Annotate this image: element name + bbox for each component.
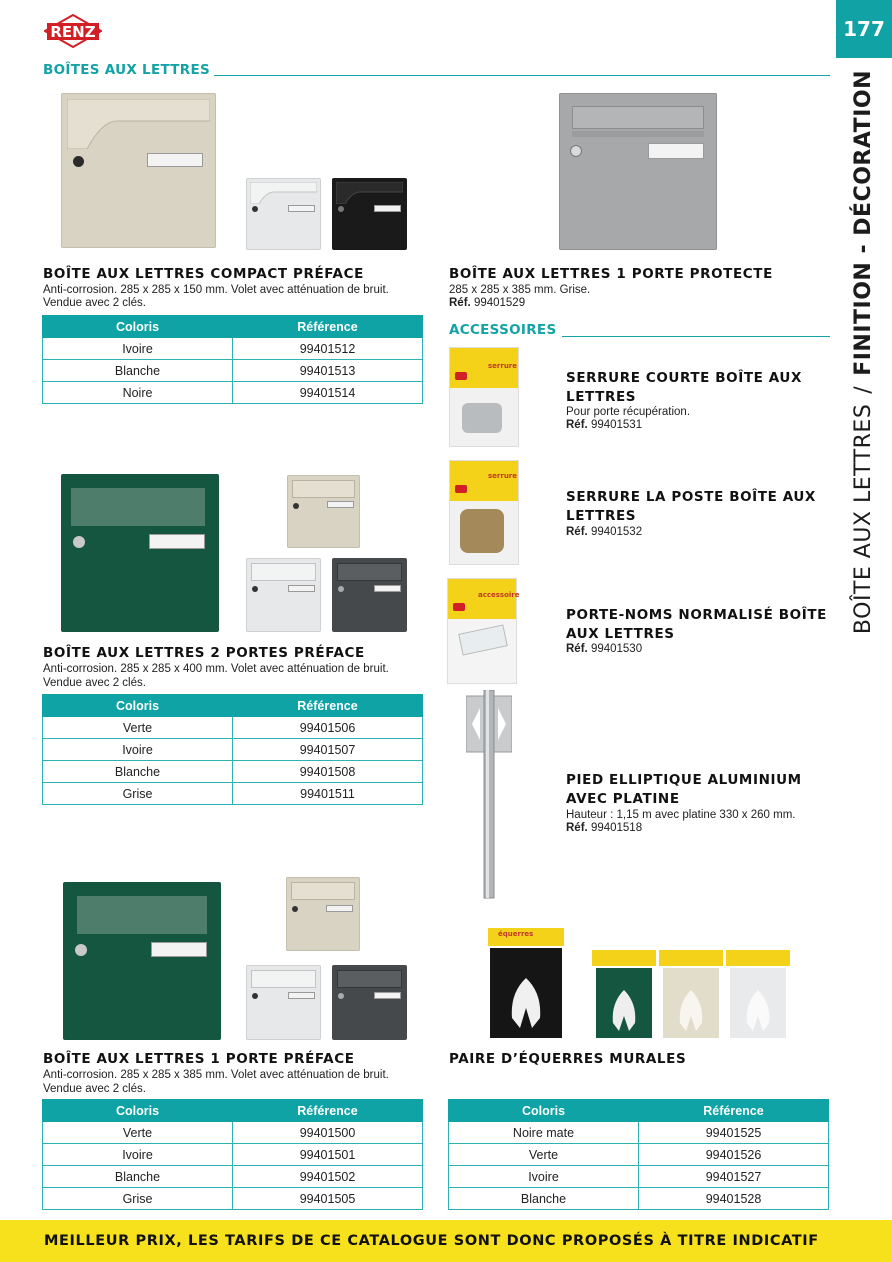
cell-color: Verte (449, 1144, 639, 1166)
mailbox-2doors-white-image (246, 558, 321, 632)
brackets-ivory-image (659, 950, 723, 1040)
cell-color: Ivoire (43, 1144, 233, 1166)
accessory-title-line: AUX LETTRES (566, 626, 675, 642)
accessory-ref-lock-short (566, 419, 642, 432)
mailbox-1door-white-image (246, 965, 321, 1040)
cell-reference: 99401508 (233, 761, 423, 783)
mailbox-1door-green-image (63, 882, 221, 1040)
table-row (43, 739, 423, 761)
product-desc-1door-1: Anti-corrosion. 285 x 285 x 385 mm. Volet avec atténuation de bruit. (43, 1069, 389, 1081)
table-row (449, 1188, 829, 1210)
page-number: 177 (836, 0, 892, 58)
product-ref-protecte (449, 297, 525, 310)
cell-reference: 99401526 (639, 1144, 829, 1166)
table-header-color: Coloris (43, 316, 233, 338)
cell-color: Ivoire (449, 1166, 639, 1188)
accessory-desc-lock-short: Pour porte récupération. (566, 406, 691, 418)
table-1door (42, 1099, 423, 1210)
cell-color: Ivoire (43, 338, 233, 360)
table-row (43, 783, 423, 805)
cell-color: Ivoire (43, 739, 233, 761)
cell-reference: 99401501 (233, 1144, 423, 1166)
cell-reference: 99401527 (639, 1166, 829, 1188)
cell-reference: 99401514 (233, 382, 423, 404)
accessory-title-lock-short (566, 369, 802, 407)
footer-banner: MEILLEUR PRIX, LES TARIFS DE CE CATALOGUE SONT DONC PROPOSÉS À TITRE INDICATIF (0, 1220, 892, 1262)
ref-value: 99401532 (590, 526, 643, 538)
cell-reference: 99401525 (639, 1122, 829, 1144)
nameplate-package-image (447, 578, 520, 684)
cell-reference: 99401502 (233, 1166, 423, 1188)
cell-reference: 99401528 (639, 1188, 829, 1210)
accessory-title-line: LETTRES (566, 508, 637, 524)
mailbox-2doors-ivory-image (287, 475, 360, 548)
accessory-title-line: AVEC PLATINE (566, 791, 680, 807)
table-row (43, 338, 423, 360)
table-row (43, 1122, 423, 1144)
mailbox-compact-white-image (246, 178, 321, 250)
table-header-reference: Référence (233, 316, 423, 338)
product-title-1door: BOÎTE AUX LETTRES 1 PORTE PRÉFACE (43, 1051, 355, 1067)
accessory-ref-stand (566, 822, 642, 835)
table-2doors (42, 694, 423, 805)
table-header-color: Coloris (43, 1100, 233, 1122)
cell-reference: 99401506 (233, 717, 423, 739)
renz-logo (44, 14, 102, 48)
ref-label: Réf. (566, 419, 588, 431)
table-row (43, 360, 423, 382)
mailbox-protecte-grey-image (559, 93, 717, 250)
accessory-title-line: PORTE-NOMS NORMALISÉ BOÎTE (566, 607, 827, 623)
cell-reference: 99401513 (233, 360, 423, 382)
cell-color: Blanche (43, 1166, 233, 1188)
table-row (449, 1122, 829, 1144)
table-row (43, 761, 423, 783)
lock-poste-package-image (449, 460, 519, 565)
cell-color: Blanche (449, 1188, 639, 1210)
table-row (43, 1144, 423, 1166)
ref-value: 99401518 (590, 822, 643, 834)
product-desc-protecte: 285 x 285 x 385 mm. Grise. (449, 284, 591, 296)
product-desc-compact-2: Vendue avec 2 clés. (43, 297, 146, 309)
mailbox-1door-ivory-image (286, 877, 360, 951)
section-title-mailboxes: BOÎTES AUX LETTRES (43, 62, 211, 78)
table-header-reference: Référence (233, 1100, 423, 1122)
cell-color: Grise (43, 1188, 233, 1210)
package-label-serrure: serrure (488, 362, 518, 370)
package-label-equerres: équerres (488, 928, 564, 946)
logo-text: RENZ (50, 23, 96, 41)
brackets-black-image (486, 928, 566, 1040)
ref-value: 99401531 (590, 419, 643, 431)
product-desc-2doors-2: Vendue avec 2 clés. (43, 677, 146, 689)
mailbox-1door-grey-image (332, 965, 407, 1040)
table-row (449, 1166, 829, 1188)
cell-color: Verte (43, 1122, 233, 1144)
ref-label: Réf. (566, 822, 588, 834)
ref-label: Réf. (566, 526, 588, 538)
accessory-title-stand (566, 771, 802, 809)
cell-color: Verte (43, 717, 233, 739)
accessory-title-nameplate (566, 606, 827, 644)
mailbox-compact-ivory-image (61, 93, 216, 248)
cell-color: Noire mate (449, 1122, 639, 1144)
ref-label: Réf. (449, 297, 471, 309)
accessory-desc-stand: Hauteur : 1,15 m avec platine 330 x 260 mm. (566, 809, 796, 821)
table-header-reference: Référence (233, 695, 423, 717)
table-row (43, 1188, 423, 1210)
table-header-color: Coloris (43, 695, 233, 717)
accessory-title-line: LETTRES (566, 389, 637, 405)
accessory-title-line: PIED ELLIPTIQUE ALUMINIUM (566, 772, 802, 788)
ref-label: Réf. (566, 643, 588, 655)
mailbox-2doors-grey-image (332, 558, 407, 632)
cell-reference: 99401512 (233, 338, 423, 360)
table-compact (42, 315, 423, 404)
product-desc-2doors-1: Anti-corrosion. 285 x 285 x 400 mm. Volet avec atténuation de bruit. (43, 663, 389, 675)
ref-value: 99401530 (590, 643, 643, 655)
package-label-accessoire: accessoire (478, 591, 520, 599)
table-header-color: Coloris (449, 1100, 639, 1122)
package-label-serrure: serrure (488, 472, 518, 480)
accessory-ref-lock-poste (566, 526, 642, 539)
brackets-white-image (726, 950, 790, 1040)
product-title-2doors: BOÎTE AUX LETTRES 2 PORTES PRÉFACE (43, 645, 365, 661)
product-title-compact: BOÎTE AUX LETTRES COMPACT PRÉFACE (43, 266, 364, 282)
cell-reference: 99401500 (233, 1122, 423, 1144)
vertical-title-section: FINITION - DÉCORATION (850, 70, 876, 376)
vertical-title (838, 66, 888, 666)
product-desc-compact-1: Anti-corrosion. 285 x 285 x 150 mm. Volet avec atténuation de bruit. (43, 284, 389, 296)
accessory-title-lock-poste (566, 488, 816, 526)
vertical-title-category: BOÎTE AUX LETTRES (850, 403, 876, 635)
vertical-title-separator: / (850, 385, 876, 394)
cell-color: Grise (43, 783, 233, 805)
table-row (43, 1166, 423, 1188)
brackets-green-image (592, 950, 656, 1040)
cell-reference: 99401511 (233, 783, 423, 805)
accessory-title-line: SERRURE LA POSTE BOÎTE AUX (566, 489, 816, 505)
cell-color: Noire (43, 382, 233, 404)
lock-short-package-image (449, 347, 519, 447)
header-rule (214, 75, 830, 76)
accessories-rule (562, 336, 830, 337)
cell-color: Blanche (43, 360, 233, 382)
mailbox-compact-black-image (332, 178, 407, 250)
table-row (43, 382, 423, 404)
cell-color: Blanche (43, 761, 233, 783)
table-brackets (448, 1099, 829, 1210)
accessory-ref-nameplate (566, 643, 642, 656)
cell-reference: 99401505 (233, 1188, 423, 1210)
table-header-reference: Référence (639, 1100, 829, 1122)
table-row (43, 717, 423, 739)
aluminium-stand-image (466, 690, 512, 900)
product-desc-1door-2: Vendue avec 2 clés. (43, 1083, 146, 1095)
cell-reference: 99401507 (233, 739, 423, 761)
product-title-brackets: PAIRE D’ÉQUERRES MURALES (449, 1051, 687, 1067)
section-title-accessories: ACCESSOIRES (449, 322, 557, 338)
accessory-title-line: SERRURE COURTE BOÎTE AUX (566, 370, 803, 386)
table-row (449, 1144, 829, 1166)
mailbox-2doors-green-image (61, 474, 219, 632)
product-title-protecte: BOÎTE AUX LETTRES 1 PORTE PROTECTE (449, 266, 773, 282)
ref-value: 99401529 (473, 297, 526, 309)
